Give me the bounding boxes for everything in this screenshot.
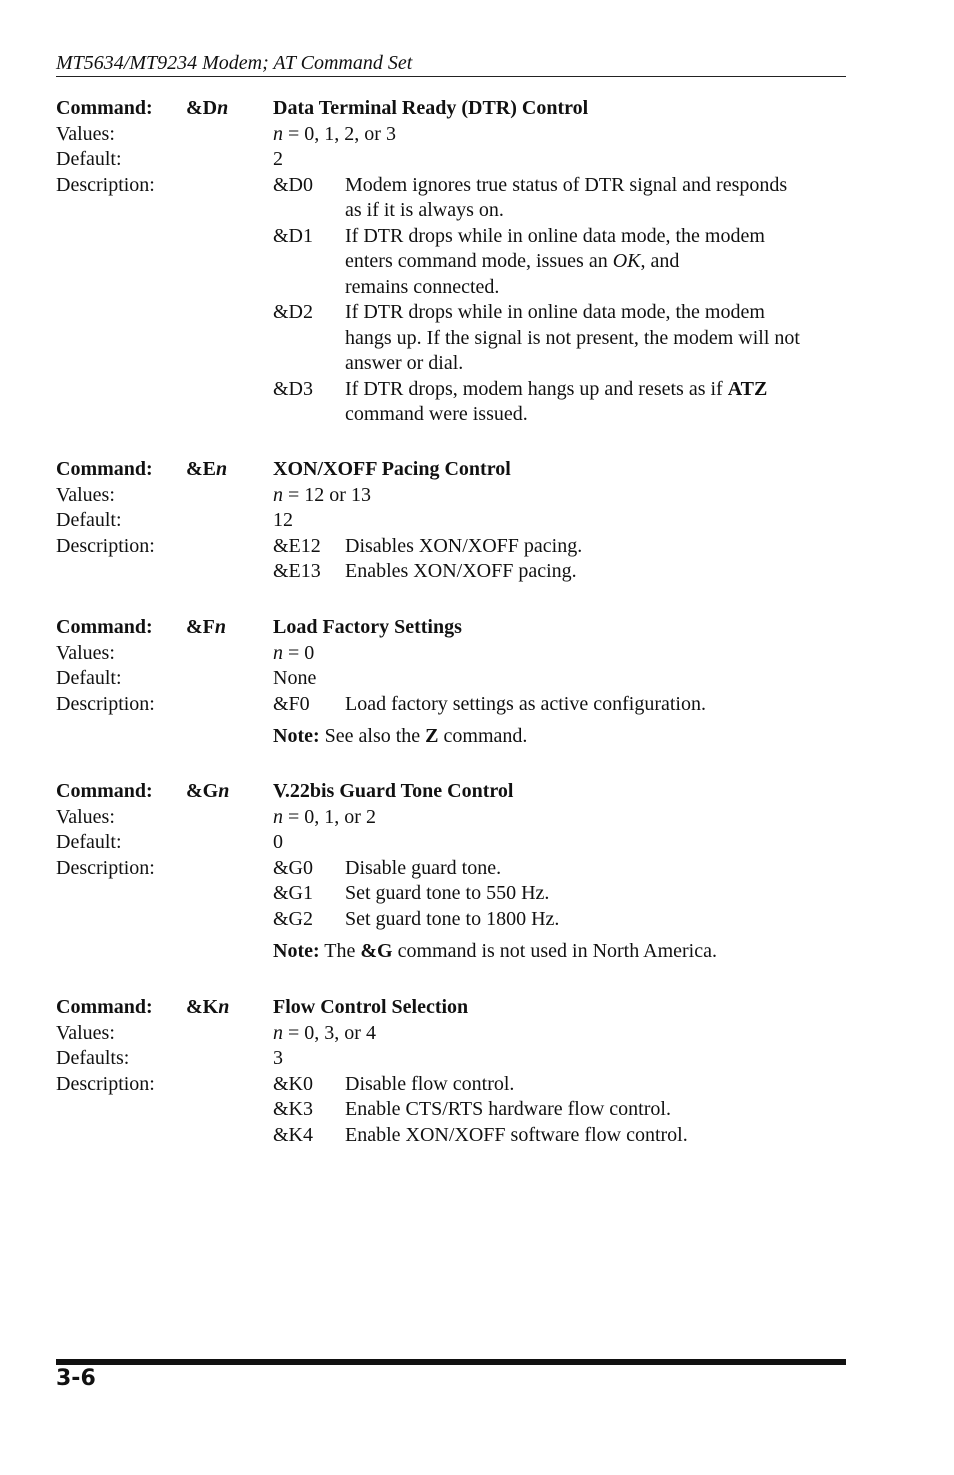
option-code: &G1 bbox=[273, 882, 313, 904]
command-label: Command: bbox=[56, 780, 153, 802]
description-item bbox=[56, 377, 856, 428]
values-label: Values: bbox=[56, 641, 115, 664]
default-label: Default: bbox=[56, 831, 122, 853]
note: Note: See also the Z command. bbox=[273, 725, 528, 747]
command-code: &Dn bbox=[186, 97, 229, 119]
default-value: 0 bbox=[273, 831, 283, 853]
description-label: Description: bbox=[56, 1072, 155, 1095]
description-label: Description: bbox=[56, 534, 155, 557]
page-header bbox=[56, 50, 846, 77]
option-text: Set guard tone to 1800 Hz. bbox=[345, 907, 560, 930]
default-label: Default: bbox=[56, 148, 122, 170]
option-text: If DTR drops while in online data mode, the modem enters command mode, issues an OK, and remains connected. bbox=[345, 224, 765, 298]
command-label: Command: bbox=[56, 458, 153, 480]
option-text: Load factory settings as active configuration. bbox=[345, 692, 706, 715]
defaults-label: Defaults: bbox=[56, 1047, 130, 1069]
values-value: n = 0 bbox=[273, 641, 315, 664]
description-item bbox=[56, 1123, 856, 1149]
description-item bbox=[56, 692, 856, 718]
default-value: 2 bbox=[273, 148, 283, 170]
page-number: 3-6 bbox=[56, 1366, 96, 1391]
command-code: &En bbox=[186, 458, 228, 480]
values-label: Values: bbox=[56, 122, 115, 145]
footer-rule bbox=[56, 1359, 846, 1365]
values-label: Values: bbox=[56, 805, 115, 828]
command-label: Command: bbox=[56, 616, 153, 638]
default-value: 12 bbox=[273, 509, 293, 531]
values-label: Values: bbox=[56, 483, 115, 506]
description-item bbox=[56, 224, 856, 301]
command-code: &Kn bbox=[186, 996, 230, 1018]
option-code: &D2 bbox=[273, 301, 313, 323]
command-title: Flow Control Selection bbox=[273, 996, 469, 1018]
command-section-factory-settings bbox=[56, 615, 856, 750]
description-item bbox=[56, 1097, 856, 1123]
option-text: Disable guard tone. bbox=[345, 856, 502, 879]
command-label: Command: bbox=[56, 996, 153, 1018]
option-code: &K0 bbox=[273, 1072, 313, 1095]
command-title: XON/XOFF Pacing Control bbox=[273, 458, 511, 480]
description-item bbox=[56, 907, 856, 933]
command-title: V.22bis Guard Tone Control bbox=[273, 780, 514, 802]
values-value: n = 0, 3, or 4 bbox=[273, 1021, 376, 1044]
command-section-guard-tone bbox=[56, 779, 856, 965]
description-label: Description: bbox=[56, 173, 155, 196]
option-text: Disables XON/XOFF pacing. bbox=[345, 534, 583, 557]
command-code: &Fn bbox=[186, 616, 227, 638]
description-item bbox=[56, 559, 856, 585]
option-code: &D1 bbox=[273, 224, 313, 247]
command-label: Command: bbox=[56, 97, 153, 119]
option-code: &G0 bbox=[273, 856, 313, 879]
option-text: Disable flow control. bbox=[345, 1072, 515, 1095]
description-label: Description: bbox=[56, 856, 155, 879]
command-title: Load Factory Settings bbox=[273, 616, 462, 638]
command-code: &Gn bbox=[186, 780, 230, 802]
header-title: MT5634/MT9234 Modem; AT Command Set bbox=[56, 52, 413, 74]
command-title: Data Terminal Ready (DTR) Control bbox=[273, 97, 589, 119]
option-text: If DTR drops, modem hangs up and resets as if ATZ command were issued. bbox=[345, 377, 768, 425]
command-section-flow-control bbox=[56, 995, 856, 1148]
note: Note: The &G command is not used in North America. bbox=[273, 940, 717, 962]
default-label: Default: bbox=[56, 667, 122, 689]
option-code: &G2 bbox=[273, 907, 313, 930]
description-item bbox=[56, 173, 856, 224]
option-text: Enables XON/XOFF pacing. bbox=[345, 560, 577, 582]
description-item bbox=[56, 534, 856, 560]
option-text: Set guard tone to 550 Hz. bbox=[345, 882, 550, 904]
description-item bbox=[56, 856, 856, 882]
option-text: Enable XON/XOFF software flow control. bbox=[345, 1123, 688, 1146]
values-value: n = 12 or 13 bbox=[273, 483, 371, 506]
option-text: Modem ignores true status of DTR signal and responds as if it is always on. bbox=[345, 173, 788, 221]
command-section-xon-xoff-pacing bbox=[56, 457, 856, 585]
option-text: Enable CTS/RTS hardware flow control. bbox=[345, 1098, 671, 1120]
values-value: n = 0, 1, 2, or 3 bbox=[273, 122, 396, 145]
option-code: &D0 bbox=[273, 173, 313, 196]
option-code: &D3 bbox=[273, 377, 313, 400]
default-label: Default: bbox=[56, 509, 122, 531]
default-value: None bbox=[273, 667, 317, 689]
description-label: Description: bbox=[56, 692, 155, 715]
default-value: 3 bbox=[273, 1047, 283, 1069]
option-code: &F0 bbox=[273, 692, 310, 715]
description-item bbox=[56, 1072, 856, 1098]
description-item bbox=[56, 300, 856, 377]
values-value: n = 0, 1, or 2 bbox=[273, 805, 376, 828]
option-code: &K4 bbox=[273, 1123, 313, 1146]
option-code: &E13 bbox=[273, 560, 321, 582]
option-code: &K3 bbox=[273, 1098, 313, 1120]
option-code: &E12 bbox=[273, 534, 321, 557]
option-text: If DTR drops while in online data mode, the modem hangs up. If the signal is not present, the modem will not answer or dial. bbox=[345, 301, 800, 374]
command-section-dtr bbox=[56, 96, 856, 428]
description-item bbox=[56, 881, 856, 907]
values-label: Values: bbox=[56, 1021, 115, 1044]
